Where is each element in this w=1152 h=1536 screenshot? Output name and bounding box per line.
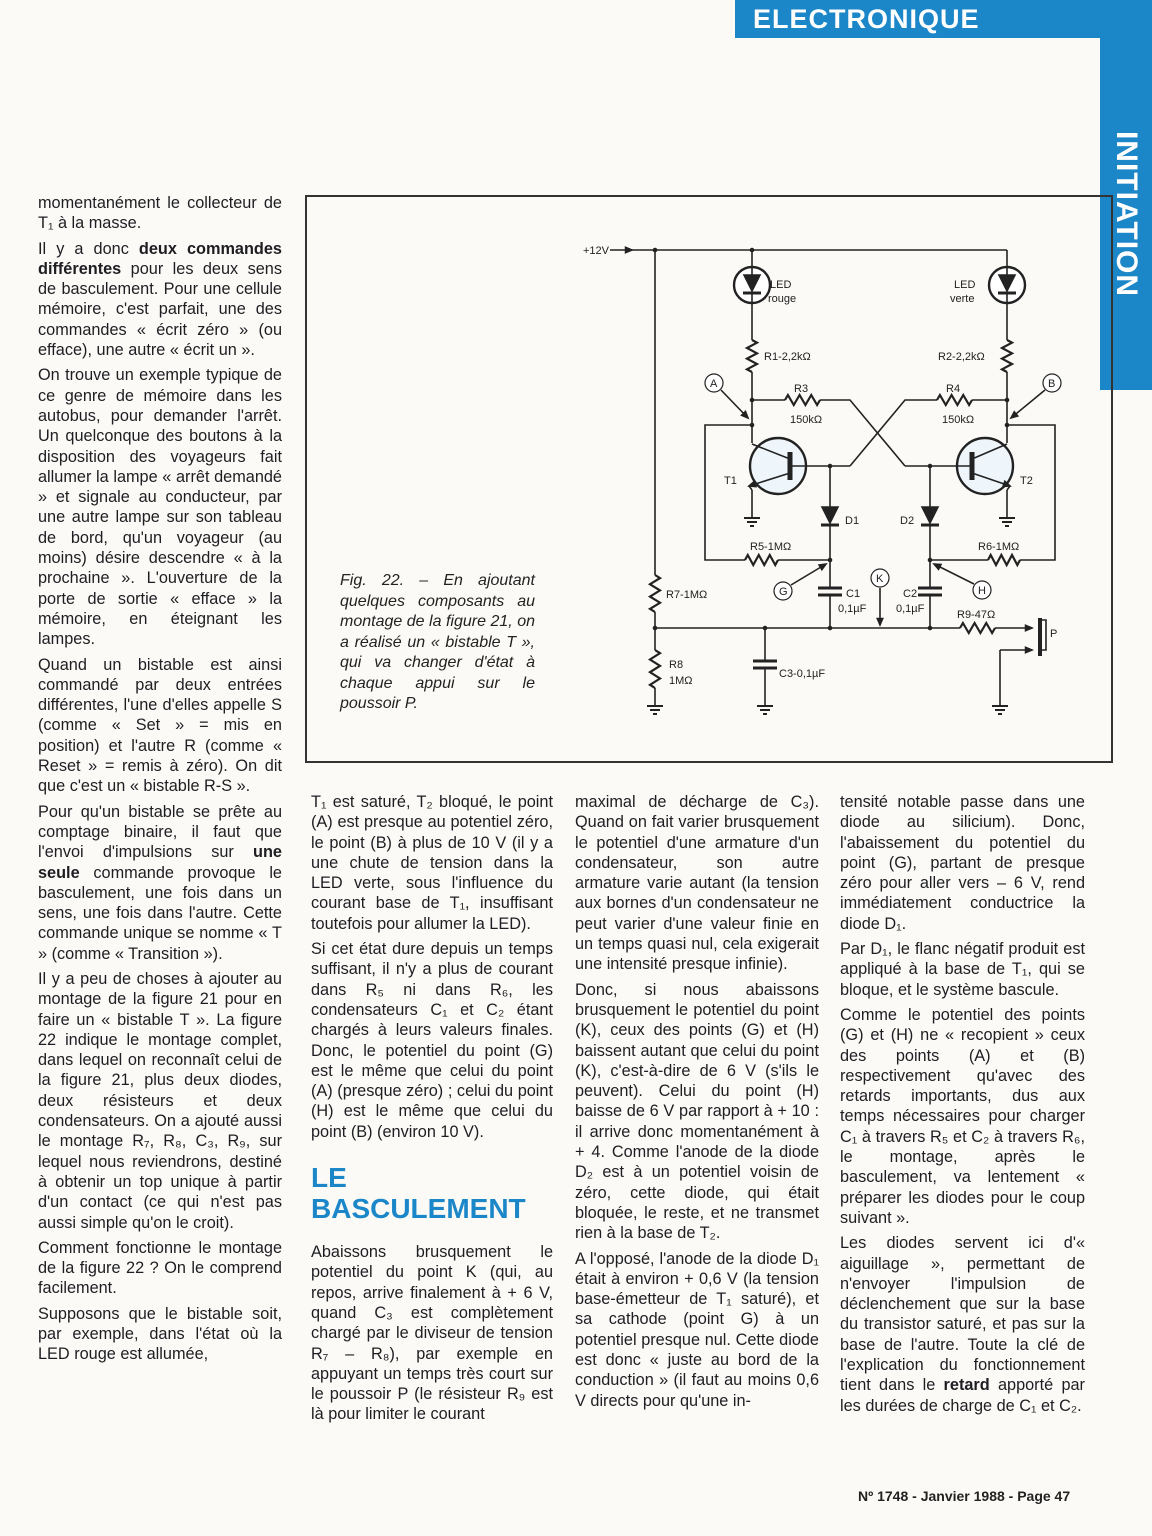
r7-label: R7-1MΩ — [666, 589, 708, 601]
point-g-arrow — [819, 564, 826, 570]
bold-text: une seule — [38, 843, 282, 882]
pushbutton-label: P — [1050, 628, 1058, 640]
r8-value: 1MΩ — [669, 675, 693, 687]
text-run: Les diodes servent ici d'« aiguillage », permettant de n'envoyer l'impulsion de déclenchement que sur la base du transistor saturé, et pas sur la base de l'autre. Toute la clé de l'explication du fonctionnement tient dans le — [840, 1234, 1085, 1395]
r2-resistor — [1002, 340, 1012, 372]
d1-diode — [822, 507, 838, 523]
t1-transistor-emitter — [749, 481, 756, 486]
text-run: Il y a peu de choses à ajouter au montage de la figure 21 pour en faire un « bistable T ». La figure 22 indique le montage complet, dans lequel on reconnaît celui de la figure 21, plus deux diodes, deux résisteurs et deux condensateurs. On a ajouté aussi le montage R₇, R₈, C₃, R₉, sur lequel nous reviendrons, destiné à obtenir un top unique à partir d'un contact (ce qui n'est pas aussi simple qu'on le croit). — [38, 969, 282, 1232]
text-run: Par D₁, le flanc négatif produit est appliqué à la base de T₁, qui se bloque, et le système bascule. — [840, 940, 1085, 999]
r8-resistor — [650, 650, 660, 688]
wire — [850, 400, 937, 466]
point-b-label: B — [1048, 378, 1056, 390]
paragraph — [38, 802, 282, 964]
text-run: A l'opposé, l'anode de la diode D₁ était à environ + 0,6 V (la tension base-émetteur de T₁ saturé), et sa cathode (point G) à un potentiel presque nul. Cette diode est donc « juste au bord de la conduction » (il faut au moins 0,6 V directs pour qu'une in- — [575, 1249, 819, 1410]
r5-label: R5-1MΩ — [750, 541, 792, 553]
r4-label: R4 — [946, 383, 961, 395]
text-run: momentanément le collecteur de T₁ à la masse. — [38, 194, 282, 233]
text-column-3 — [575, 792, 819, 1416]
r9-label: R9-47Ω — [957, 609, 996, 621]
junction-dot — [928, 558, 933, 563]
r3-value: 150kΩ — [790, 414, 823, 426]
junction-dot — [828, 558, 833, 563]
text-run: Supposons que le bistable soit, par exemple, dans l'état où la LED rouge est allumée, — [38, 1304, 282, 1364]
paragraph — [840, 939, 1085, 1000]
paragraph — [38, 193, 282, 234]
d2-diode — [922, 507, 938, 523]
paragraph — [575, 980, 819, 1244]
supply-label: +12V — [583, 245, 609, 257]
paragraph — [38, 969, 282, 1233]
text-run: commande provoque le basculement, une fois dans un sens, une fois dans l'autre. Cette commande unique se nomme « T » (comme « Transition »). — [38, 863, 282, 963]
contact-arrow — [1026, 647, 1032, 652]
text-run: Donc, si nous abaissons brusquement le potentiel du point (K), ceux des points (G) et (H) baissent autant que celui du point (K), c'est-à-dire de 6 V (s'ils le peuvent). Celui du point (H) baisse de 6 V par rapport à + 10 : il arrive donc momentanément à + 4. Comme l'anode de la diode D₂ est à un potentiel voisin de zéro, cette diode, qui était bloquée, le reste, et ne transmet rien à la base de T₂. — [575, 980, 819, 1243]
section-banner — [735, 0, 1152, 38]
paragraph — [840, 1005, 1085, 1228]
supply-arrow — [626, 247, 632, 252]
paragraph — [38, 239, 282, 361]
wire — [820, 400, 905, 466]
r6-label: R6-1MΩ — [978, 541, 1020, 553]
paragraph — [840, 1233, 1085, 1416]
text-run: On trouve un exemple typique de ce genre de mémoire dans les autobus, pour demander l'arrêt. Un quelconque des boutons à la disposition des voyageurs fait allumer la lampe « arrêt demandé » et signale au conducteur, par une autre lampe sur son tableau de bord, qu'un voyageur (au moins) désire descendre « à la prochaine ». L'ouverture de la porte de sortie « efface » la mémoire, en éteignant les lampes. — [38, 366, 282, 649]
point-h-arrow — [934, 564, 941, 569]
junction-dot — [928, 626, 933, 631]
r3-label: R3 — [794, 383, 809, 395]
bold-text: retard — [943, 1376, 990, 1395]
c1-value: 0,1µF — [838, 603, 867, 615]
t1-label: T1 — [724, 475, 737, 487]
paragraph — [575, 792, 819, 975]
r9-resistor — [960, 623, 995, 633]
text-run: Comment fonctionne le montage de la figure 22 ? On le comprend facilement. — [38, 1238, 282, 1298]
paragraph — [311, 1242, 553, 1425]
t2-label: T2 — [1020, 475, 1033, 487]
point-h-label: H — [978, 585, 986, 597]
text-column-1 — [38, 193, 282, 1370]
contact-arrow — [1026, 625, 1032, 630]
r8-label: R8 — [669, 659, 684, 671]
paragraph — [311, 939, 553, 1142]
r4-resistor — [937, 395, 972, 405]
r4-value: 150kΩ — [942, 414, 975, 426]
paragraph — [38, 655, 282, 797]
paragraph — [840, 792, 1085, 934]
text-run: pour les deux sens de basculement. Pour une cellule mémoire, c'est parfait, une des commandes « écrit zéro » (ou efface), une autre « écrit un ». — [38, 259, 282, 360]
paragraph — [38, 1304, 282, 1365]
section-heading: LE BASCULEMENT — [311, 1162, 526, 1225]
paragraph — [311, 792, 553, 934]
text-run: tensité notable passe dans une diode au silicium). Donc, l'abaissement du potentiel du point (G), partant de presque zéro pour aller vers – 6 V, rend immédiatement conductrice la diode D₁. — [840, 793, 1085, 933]
point-g-label: G — [779, 586, 788, 598]
text-run: Comme le potentiel des points (G) et (H) ne « recopient » ceux des points (A) et (B) respectivement qu'avec des retards importants, dus aux temps nécessaires pour charger C₁ à travers R₅ et C₂ à travers R₆, le montage, après le basculement, va lentement « préparer les diodes pour le coup suivant ». — [840, 1005, 1085, 1227]
point-k-arrow — [877, 619, 882, 625]
c3-label: C3-0,1µF — [779, 668, 826, 680]
r7-resistor — [650, 575, 660, 612]
r6-resistor — [988, 555, 1020, 565]
section-title: ELECTRONIQUE — [753, 4, 980, 34]
r1-label: R1-2,2kΩ — [764, 351, 811, 363]
text-run: T₁ est saturé, T₂ bloqué, le point (A) est presque au potentiel zéro, le point (B) à plus de 10 V (il y a une chute de tension dans la LED verte, sous l'influence du courant base de T₁, insuffisant toutefois pour allumer la LED). — [311, 793, 553, 933]
d2-label: D2 — [900, 515, 915, 527]
c1-label: C1 — [846, 588, 861, 600]
text-column-2 — [311, 792, 553, 1430]
text-column-4 — [840, 792, 1085, 1421]
text-run: Quand un bistable est ainsi commandé par deux entrées différentes, l'une d'elles appelle S (comme « Set » = mis en position) et l'autre R (comme « Reset » = remis à zéro). On dit que c'est un « bistable R-S ». — [38, 655, 282, 796]
c2-value: 0,1µF — [896, 603, 925, 615]
category-title: INITIATION — [1110, 130, 1143, 298]
text-run: Si cet état dure depuis un temps suffisant, il n'y a plus de courant dans R₅ ni dans R₆, les condensateurs C₁ et C₂ étant chargés à leurs valeurs finales. Donc, le potentiel du point (G) est le même que celui du point (A) (presque zéro) ; celui du point (H) est le même que celui du point (B) (environ 10 V). — [311, 940, 553, 1141]
paragraph — [38, 365, 282, 649]
led-green-color: verte — [950, 293, 975, 305]
text-run: Il y a donc — [38, 239, 139, 258]
led-red-label: LED — [770, 279, 792, 291]
r5-resistor — [745, 555, 778, 565]
r3-resistor — [785, 395, 820, 405]
wire — [705, 425, 752, 560]
text-run: Pour qu'un bistable se prête au comptage binaire, il faut que l'envoi d'impulsions sur — [38, 802, 282, 862]
page-footer: Nº 1748 - Janvier 1988 - Page 47 — [858, 1488, 1071, 1504]
text-run: Abaissons brusquement le potentiel du point K (qui, au repos, arrive finalement à + 6 V, quand C₃ est complètement chargé par le diviseur de tension R₇ – R₈), par exemple en appuyant un temps très court sur le poussoir P (le résisteur R₉ est là pour limiter le courant — [311, 1243, 553, 1424]
text-run: apporté par les durées de charge de C₁ et C₂. — [840, 1376, 1085, 1415]
r2-label: R2-2,2kΩ — [938, 351, 985, 363]
c2-label: C2 — [903, 588, 918, 600]
junction-dot — [828, 626, 833, 631]
led-green-label: LED — [954, 279, 976, 291]
r1-resistor — [747, 340, 757, 372]
point-a-label: A — [710, 378, 718, 390]
figure-caption: Fig. 22. – En ajoutant quelques composants au montage de la figure 21, on a réalisé un « bistable T », qui va changer d'état à chaque appui sur le poussoir P. — [340, 572, 535, 712]
text-run: maximal de décharge de C₃). Quand on fait varier brusquement le potentiel d'une armature d'un condensateur, son autre armature varie autant (la tension aux bornes d'un condensateur ne peut varier d'une valeur finie en un temps quasi nul, cela exigerait une intensité presque infinie). — [575, 793, 819, 974]
paragraph — [575, 1249, 819, 1411]
bold-text: deux commandes différentes — [38, 239, 282, 278]
point-k-label: K — [876, 573, 884, 585]
paragraph — [38, 1238, 282, 1299]
wire — [1007, 425, 1055, 560]
led-red-color: rouge — [768, 293, 797, 305]
d1-label: D1 — [845, 515, 860, 527]
